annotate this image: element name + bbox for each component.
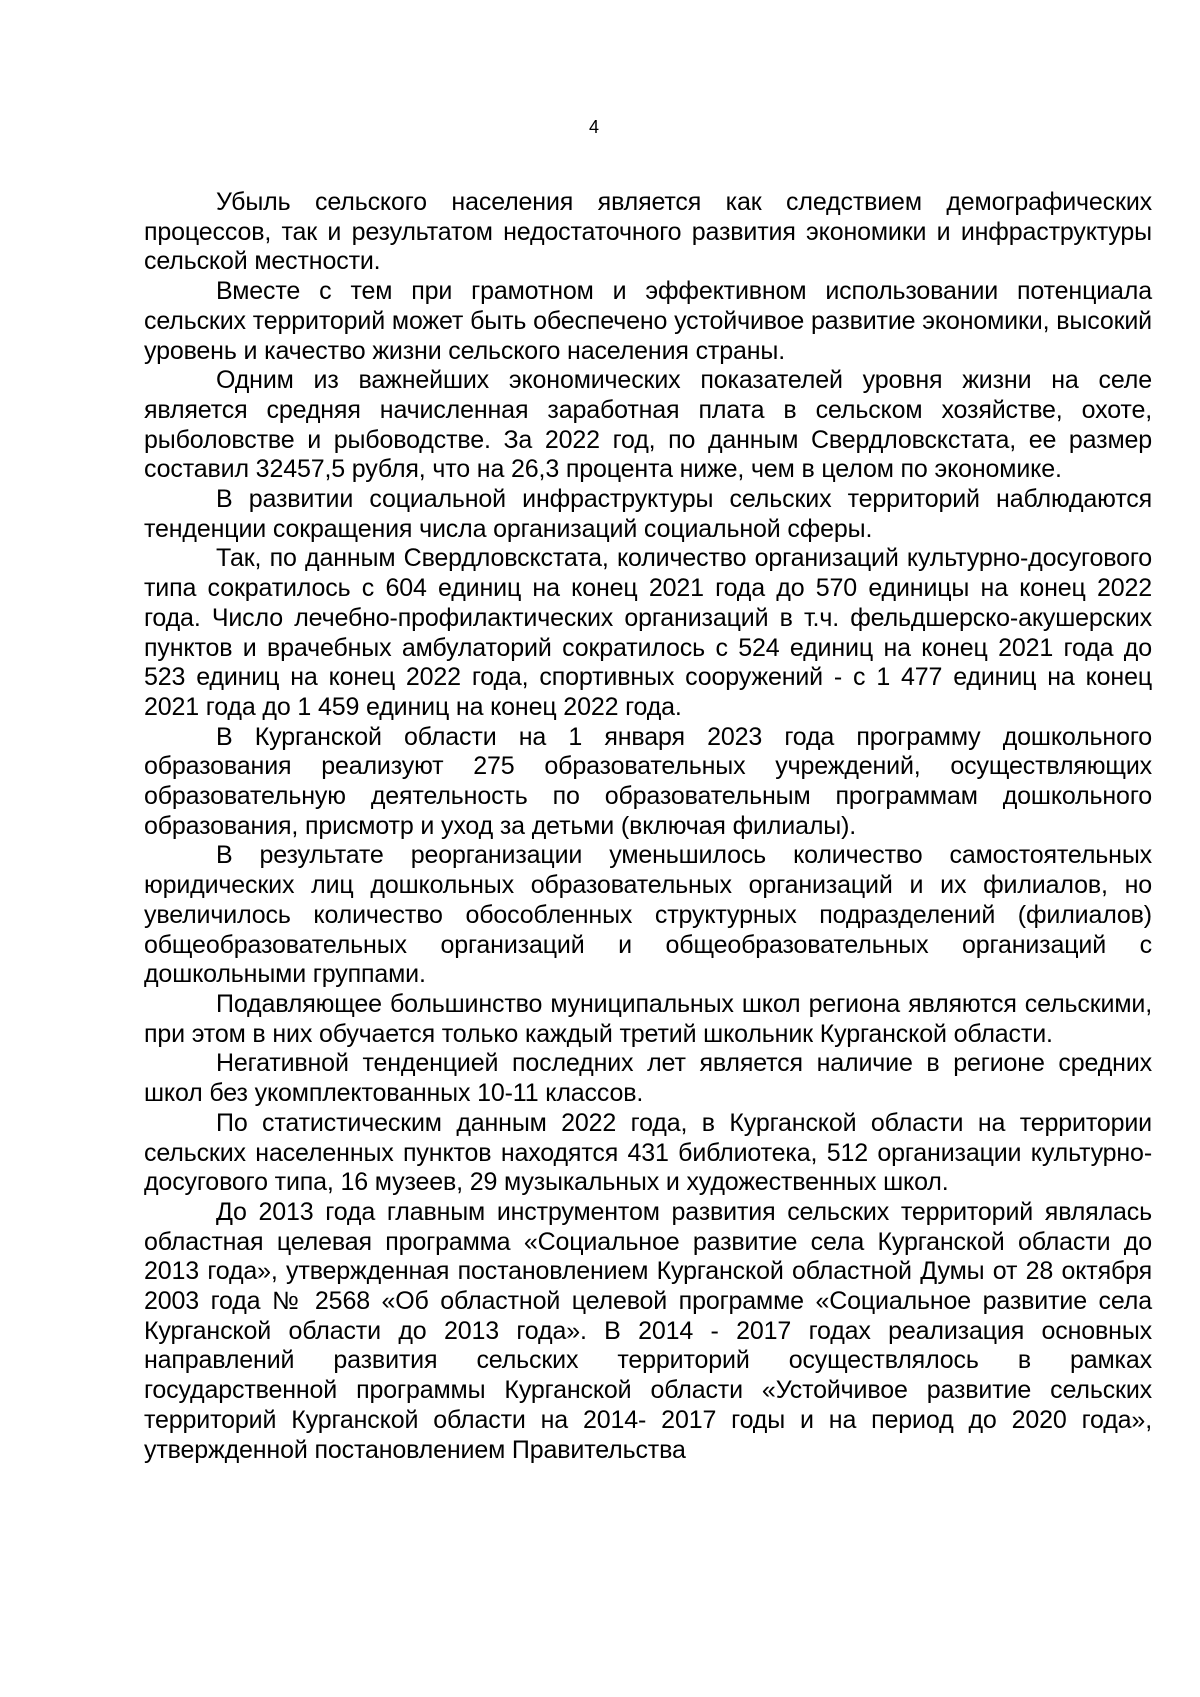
document-body bbox=[144, 188, 1152, 1465]
paragraph: Так, по данным Свердловскстата, количество организаций культурно-досугового типа сократилось с 604 единиц на конец 2021 года до 570 единицы на конец 2022 года. Число лечебно-профилактических организаций в т.ч. фельдшерско-акушерских пунктов и врачебных амбулаторий сократилось с 524 единиц на конец 2021 года до 523 единиц на конец 2022 года, спортивных сооружений - с 1 477 единиц на конец 2021 года до 1 459 единиц на конец 2022 года. bbox=[144, 544, 1152, 721]
paragraph: В Курганской области на 1 января 2023 года программу дошкольного образования реализуют 275 образовательных учреждений, осуществляющих образовательную деятельность по образовательным программам дошкольного образования, присмотр и уход за детьми (включая филиалы). bbox=[144, 722, 1152, 840]
paragraph: Убыль сельского населения является как следствием демографических процессов, так и результатом недостаточного развития экономики и инфраструктуры сельской местности. bbox=[144, 188, 1152, 276]
paragraph: До 2013 года главным инструментом развития сельских территорий являлась областная целевая программа «Социальное развитие села Курганской области до 2013 года», утвержденная постановлением Курганской областной Думы от 28 октября 2003 года № 2568 «Об областной целевой программе «Социальное развитие села Курганской области до 2013 года». В 2014 - 2017 годах реализация основных направлений развития сельских территорий осуществлялось в рамках государственной программы Курганской области «Устойчивое развитие сельских территорий Курганской области на 2014- 2017 годы и на период до 2020 года», утвержденной постановлением Правительства bbox=[144, 1197, 1152, 1464]
paragraph: По статистическим данным 2022 года, в Курганской области на территории сельских населенных пунктов находятся 431 библиотека, 512 организации культурно-досугового типа, 16 музеев, 29 музыкальных и художественных школ. bbox=[144, 1108, 1152, 1197]
paragraph: Одним из важнейших экономических показателей уровня жизни на селе является средняя начисленная заработная плата в сельском хозяйстве, охоте, рыболовстве и рыбоводстве. За 2022 год, по данным Свердловскстата, ее размер составил 32457,5 рубля, что на 26,3 процента ниже, чем в целом по экономике. bbox=[144, 366, 1152, 484]
paragraph: Подавляющее большинство муниципальных школ региона являются сельскими, при этом в них обучается только каждый третий школьник Курганской области. bbox=[144, 989, 1152, 1048]
paragraph: В развитии социальной инфраструктуры сельских территорий наблюдаются тенденции сокращения числа организаций социальной сферы. bbox=[144, 485, 1152, 543]
paragraph: Вместе с тем при грамотном и эффективном использовании потенциала сельских территорий может быть обеспечено устойчивое развитие экономики, высокий уровень и качество жизни сельского населения страны. bbox=[144, 277, 1152, 365]
paragraph: Негативной тенденцией последних лет является наличие в регионе средних школ без укомплектованных 10-11 классов. bbox=[144, 1049, 1152, 1108]
page-number: 4 bbox=[588, 117, 599, 137]
paragraph: В результате реорганизации уменьшилось количество самостоятельных юридических лиц дошкольных образовательных организаций и их филиалов, но увеличилось количество обособленных структурных подразделений (филиалов) общеобразовательных организаций и общеобразовательных организаций с дошкольными группами. bbox=[144, 841, 1152, 989]
